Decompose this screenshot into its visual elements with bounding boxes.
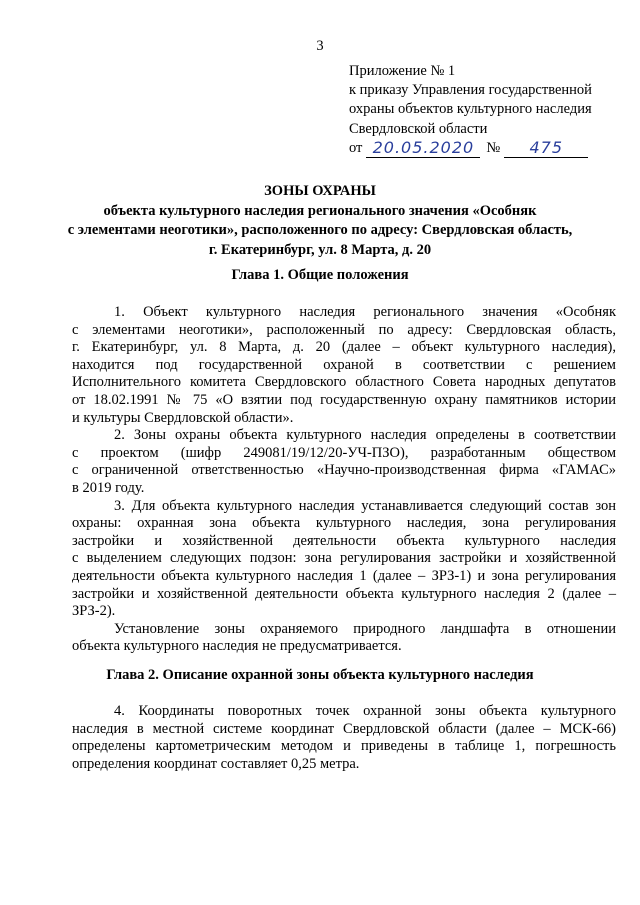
- paragraph-2-cont: [72, 445, 616, 498]
- appendix-line: Приложение № 1: [349, 63, 456, 79]
- text-line: с ограниченной ответственностью «Научно-производственная фирма «ГАМАС»: [72, 462, 616, 479]
- paragraph-3: [72, 498, 616, 516]
- text-line: и культуры Свердловской области».: [72, 409, 294, 426]
- title-line: ЗОНЫ ОХРАНЫ: [264, 183, 376, 199]
- date-field: [366, 138, 480, 158]
- chapter1-body: [72, 304, 616, 656]
- text-line: Установление зоны охраняемого природного ландшафта в отношении: [114, 620, 616, 637]
- document-title: [40, 182, 600, 260]
- text-line: 4. Координаты поворотных точек охранной зоны объекта культурного: [114, 703, 616, 719]
- chapter2-heading: Глава 2. Описание охранной зоны объекта культурного наследия: [106, 667, 534, 683]
- text-line: с проектом (шифр 249081/19/12/20-УЧ-ПЗО), разработанным обществом: [72, 444, 616, 461]
- text-line: Исполнительного комитета Свердловского областного Совета народных депутатов: [72, 374, 616, 391]
- date-prefix: от: [349, 139, 363, 156]
- appendix-line: охраны объектов культурного наследия: [349, 101, 592, 118]
- text-line: находится под государственной охраной в соответствии с решением: [72, 356, 616, 373]
- text-line: наследия в местной системе координат Свердловской области (далее – МСК-66): [72, 720, 616, 737]
- text-line: 2. Зоны охраны объекта культурного наследия определены в соответствии: [114, 427, 616, 444]
- appendix-block: [349, 62, 634, 158]
- paragraph-2: [72, 427, 616, 445]
- paragraph-3-cont: [72, 515, 616, 621]
- handwritten-number: 475: [529, 138, 564, 158]
- paragraph-4: [72, 621, 616, 639]
- text-line: в 2019 году.: [72, 479, 145, 496]
- paragraph-4-cont: [72, 638, 616, 656]
- text-line: 1. Объект культурного наследия регионального значения «Особняк: [114, 304, 616, 320]
- text-line: определения координат составляет 0,25 метра.: [72, 755, 360, 772]
- order-date-number-line: [349, 139, 634, 158]
- text-line: определены картометрическим методом и приведены в таблице 1, погрешность: [72, 738, 616, 755]
- chapter2-body: [72, 703, 616, 773]
- page-number: 3: [316, 38, 324, 54]
- text-line: с элементами неоготики», расположенный по адресу: Свердловская область,: [72, 321, 616, 338]
- paragraph-1: [72, 304, 616, 322]
- text-line: с выделением следующих подзон: зона регулирования застройки и хозяйственной: [72, 550, 616, 567]
- appendix-line: к приказу Управления государственной: [349, 82, 592, 99]
- number-prefix: №: [486, 139, 501, 156]
- text-line: охраны: охранная зона объекта культурного наследия, зона регулирования: [72, 515, 616, 532]
- number-field: [504, 138, 588, 158]
- text-line: застройки и хозяйственной деятельности объекта культурного наследия: [72, 532, 616, 549]
- paragraph-1-cont: [72, 322, 616, 428]
- text-line: 3. Для объекта культурного наследия устанавливается следующий состав зон: [114, 497, 616, 514]
- text-line: г. Екатеринбург, ул. 8 Марта, д. 20 (далее – объект культурного наследия),: [72, 339, 616, 356]
- text-line: от 18.02.1991 № 75 «О взятии под государственную охрану памятников истории: [72, 391, 616, 408]
- paragraph-5: [72, 703, 616, 721]
- handwritten-date: 20.05.2020: [372, 138, 475, 158]
- text-line: застройки и хозяйственной деятельности объекта культурного наследия 2 (далее –: [72, 585, 616, 602]
- text-line: ЗРЗ-2).: [72, 603, 116, 620]
- text-line: объекта культурного наследия не предусматривается.: [72, 638, 402, 655]
- chapter1-heading: Глава 1. Общие положения: [231, 267, 409, 283]
- title-line: г. Екатеринбург, ул. 8 Марта, д. 20: [208, 241, 432, 258]
- text-line: деятельности объекта культурного наследия 1 (далее – ЗРЗ-1) и зона регулирования: [72, 567, 616, 584]
- paragraph-5-cont: [72, 721, 616, 774]
- title-line: с элементами неоготики», расположенного по адресу: Свердловская область,: [67, 222, 573, 238]
- title-line: объекта культурного наследия регионального значения «Особняк: [103, 202, 537, 219]
- appendix-line: Свердловской области: [349, 120, 488, 137]
